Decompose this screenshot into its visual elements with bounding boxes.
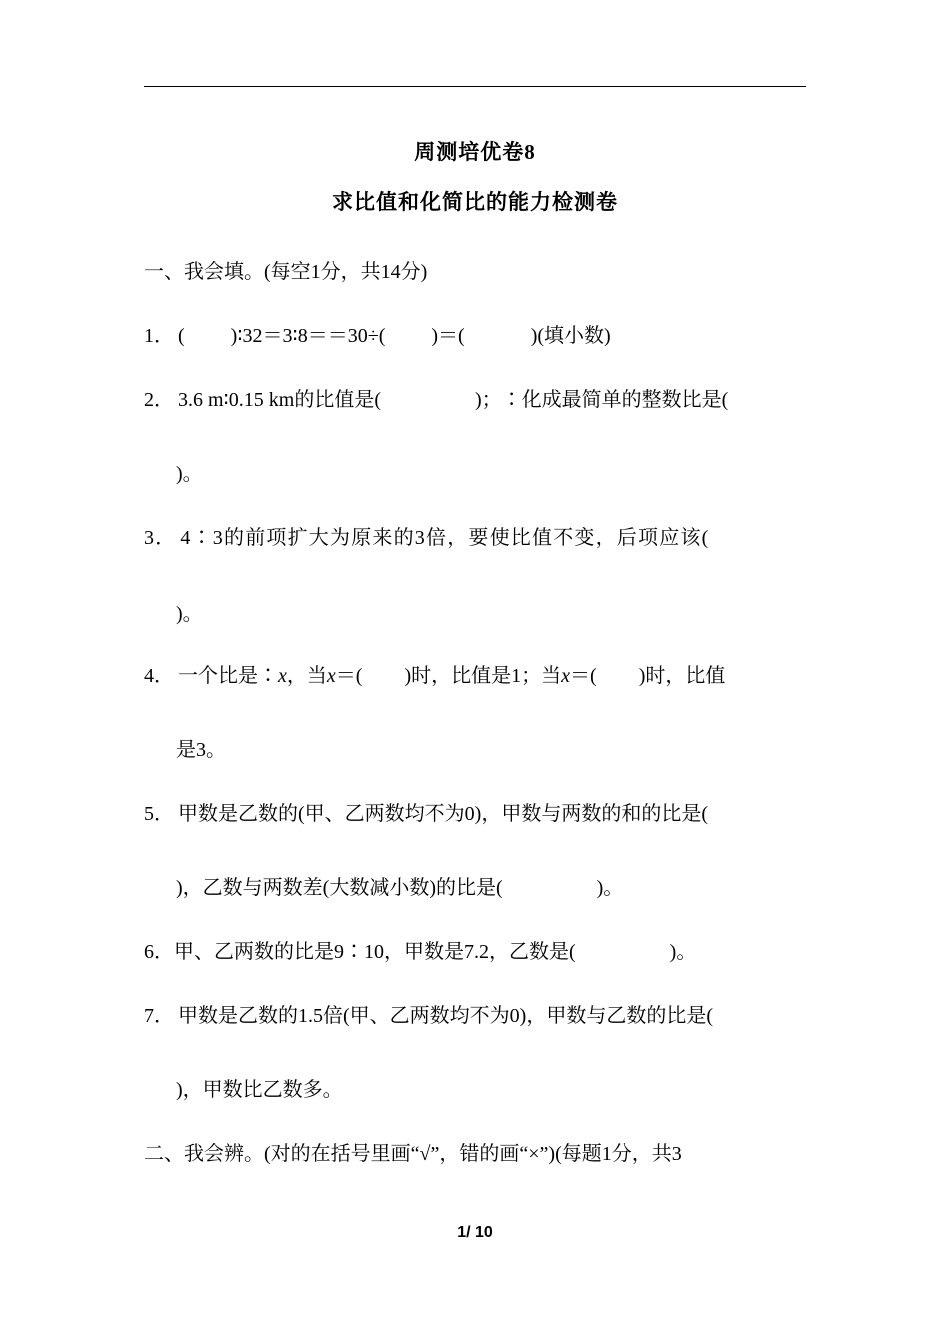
question-2-continued: )。	[176, 463, 203, 485]
q4-part-c: ＝(	[335, 665, 363, 687]
header-rule	[144, 86, 806, 87]
q3-text: 4∶3的前项扩大为原来的3倍，要使比值不变，后项应该(	[180, 527, 710, 549]
question-4	[144, 662, 824, 690]
question-number: 3．	[144, 527, 177, 549]
variable-x: x	[278, 665, 287, 687]
q4-part-a: 一个比是∶	[178, 665, 278, 687]
question-4-continued: 是3。	[176, 739, 226, 761]
q5-cont-b: )。	[596, 877, 624, 899]
q5-cont-a: )，乙数与两数差(大数减小数)的比是(	[176, 877, 503, 899]
question-5-continued	[176, 874, 856, 902]
section-2-heading: 二、我会辨。(对的在括号里画“√”，错的画“×”)(每题1分，共3	[144, 1143, 682, 1165]
page-subtitle: 求比值和化简比的能力检测卷	[332, 190, 618, 214]
question-number: 6．	[144, 941, 174, 963]
question-number: 2．	[144, 389, 174, 411]
question-2	[144, 386, 824, 414]
section-1-heading: 一、我会填。(每空1分，共14分)	[144, 261, 428, 283]
q2-part-b: )；∶化成最简单的整数比是(	[474, 389, 729, 411]
q2-part-a: 3.6 m∶0.15 km的比值是(	[178, 389, 381, 411]
question-1	[144, 322, 824, 350]
page-number: 1/ 10	[457, 1224, 493, 1241]
question-7	[144, 1002, 824, 1030]
q4-part-b: ，当	[286, 665, 327, 687]
page-title: 周测培优卷8	[414, 140, 536, 164]
question-number: 5．	[144, 803, 174, 825]
question-5	[144, 800, 824, 828]
q6-part-a: 甲、乙两数的比是9∶10，甲数是7.2，乙数是(	[174, 941, 576, 963]
question-number: 1．	[144, 325, 174, 347]
question-6	[144, 938, 824, 966]
q6-part-b: )。	[669, 941, 697, 963]
q1-part-d: )(填小数)	[530, 325, 611, 347]
q1-part-a: (	[178, 325, 185, 347]
variable-x: x	[326, 665, 336, 687]
q5-text: 甲数是乙数的(甲、乙两数均不为0)，甲数与两数的和的比是(	[178, 803, 708, 825]
q1-part-b: )∶32＝3∶8＝＝30÷(	[230, 325, 386, 347]
question-number: 4．	[144, 665, 174, 687]
variable-x: x	[561, 665, 571, 687]
q4-part-e: ＝(	[570, 665, 597, 687]
question-7-continued: )，甲数比乙数多。	[176, 1079, 343, 1101]
question-3-continued: )。	[176, 603, 203, 625]
q7-text: 甲数是乙数的1.5倍(甲、乙两数均不为0)，甲数与乙数的比是(	[178, 1005, 713, 1027]
q1-part-c: )＝(	[431, 325, 465, 347]
q4-part-f: )时，比值	[638, 665, 726, 687]
question-number: 7．	[144, 1005, 174, 1027]
question-3	[144, 524, 824, 552]
q4-part-d: )时，比值是1；当	[404, 665, 562, 687]
